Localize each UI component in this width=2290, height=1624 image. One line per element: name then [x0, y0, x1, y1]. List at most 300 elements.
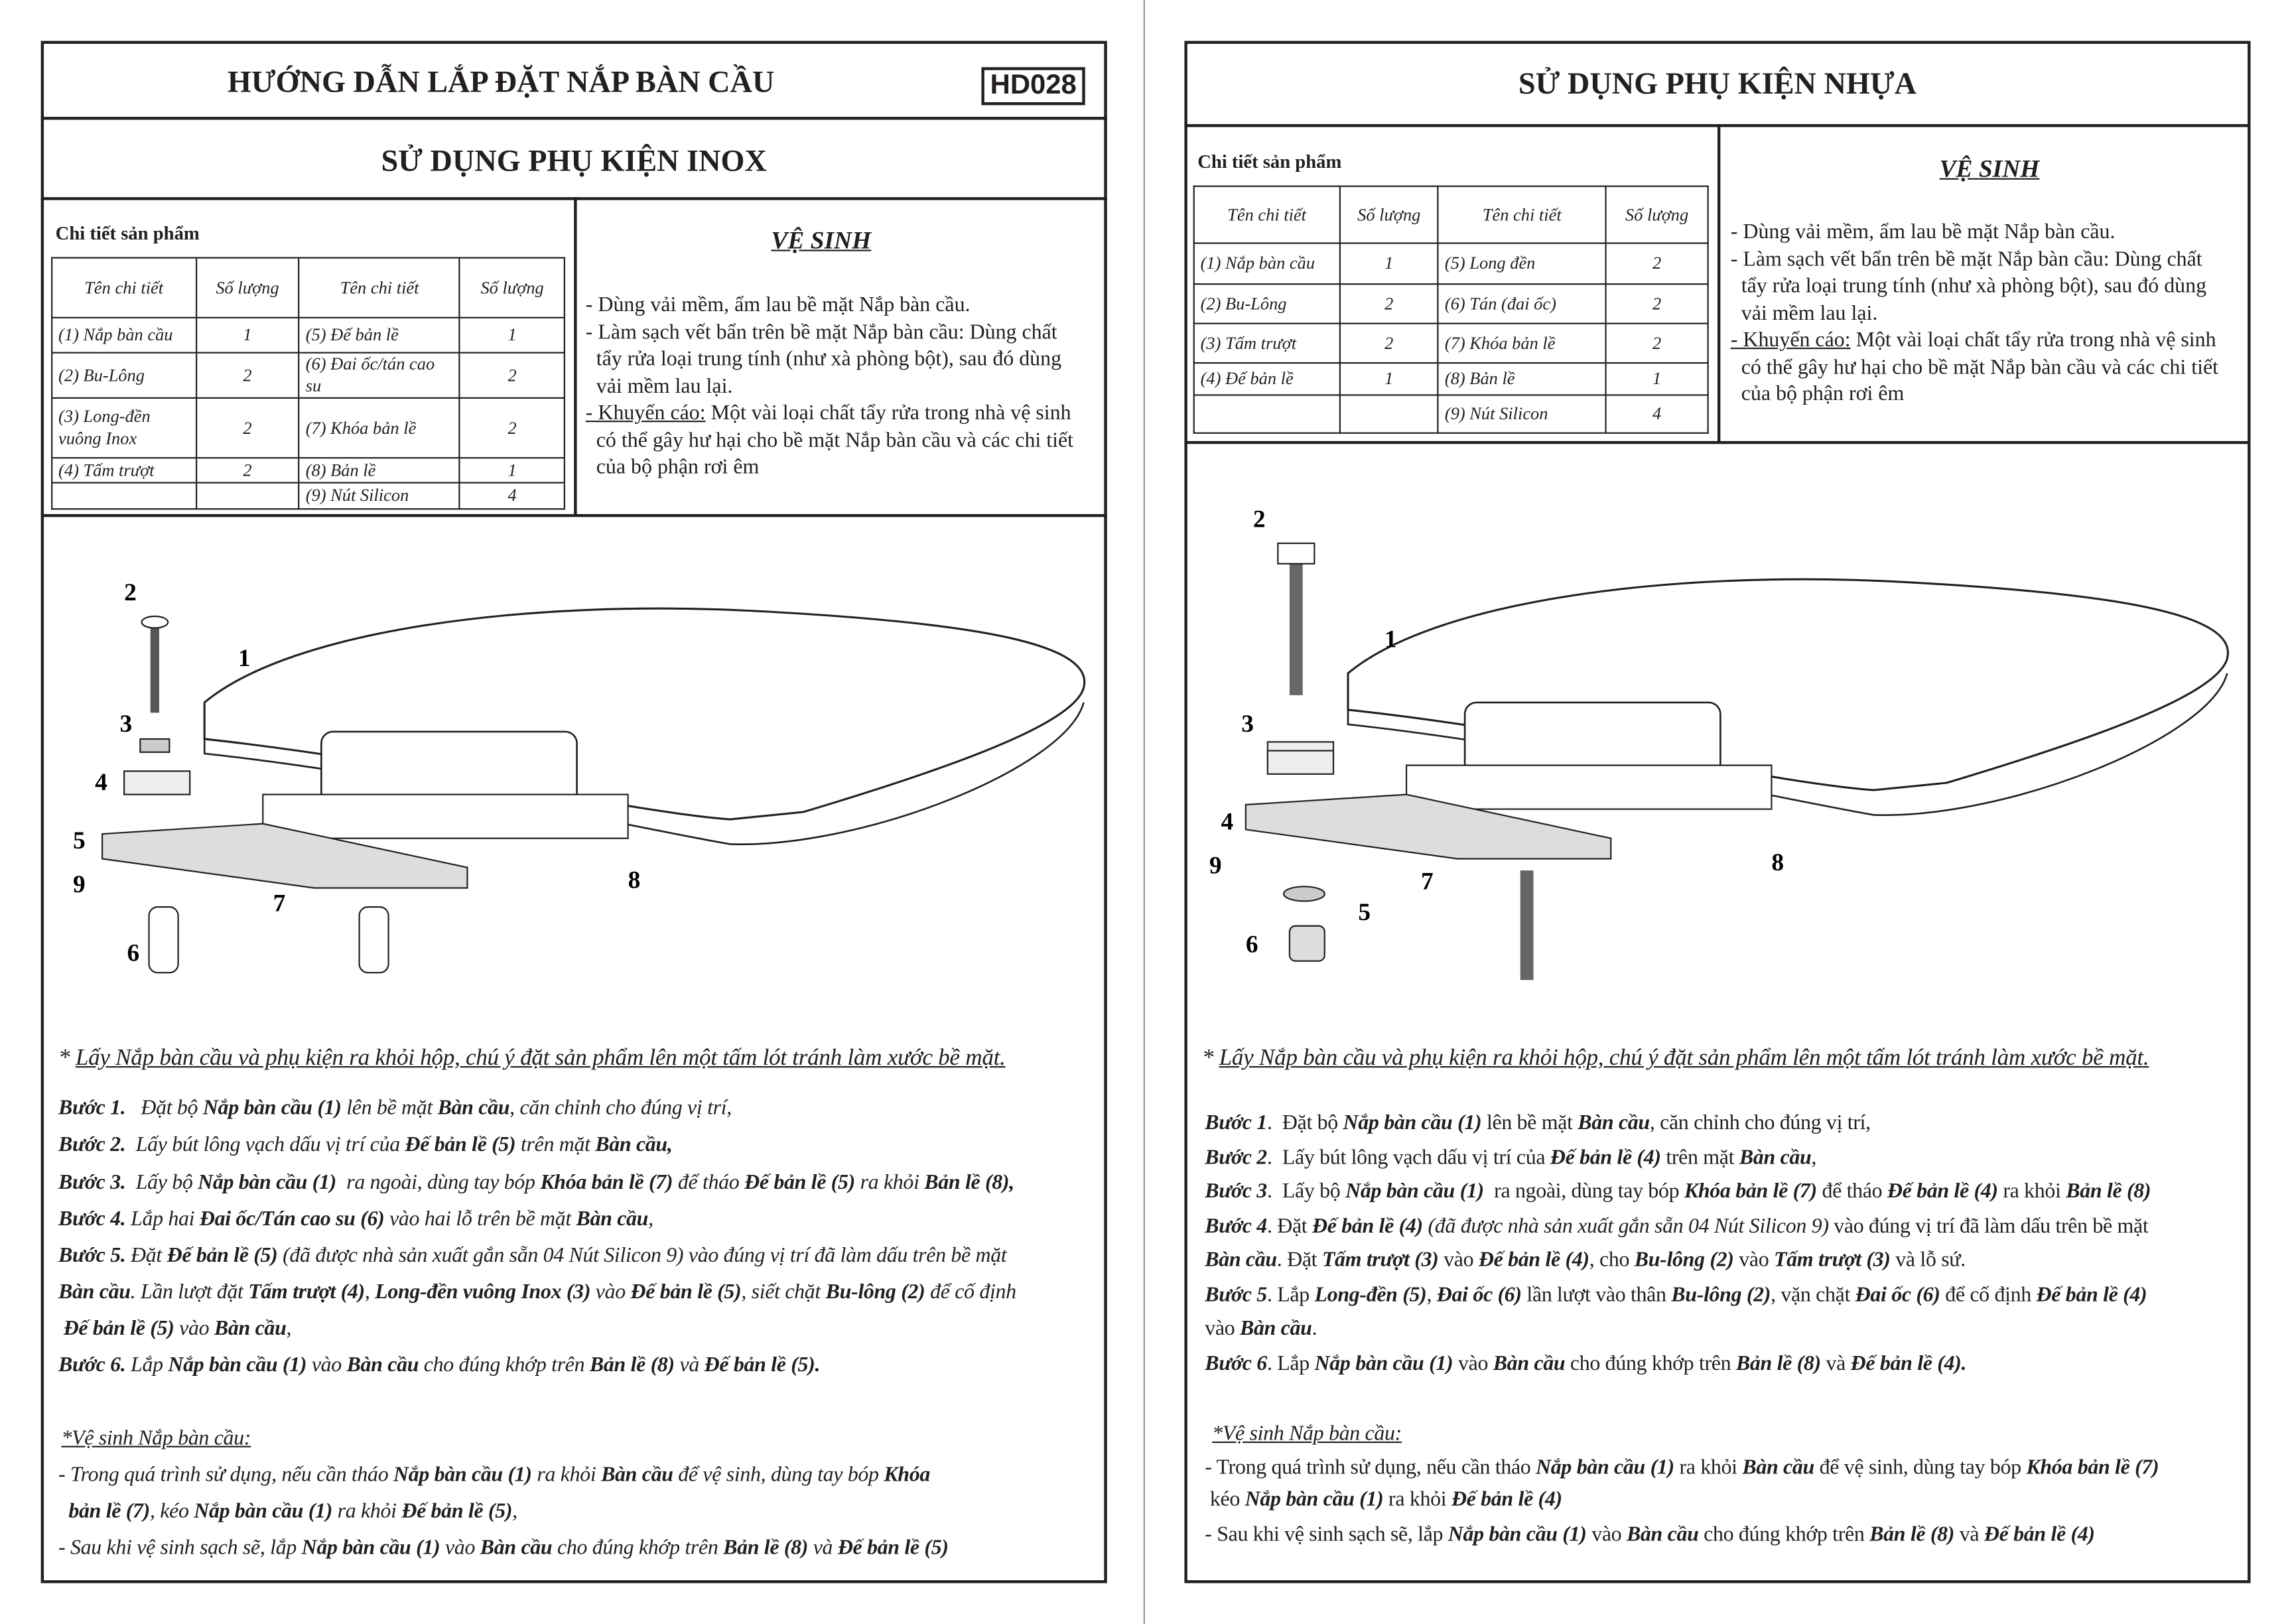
quantity-cell: 1: [1339, 363, 1438, 395]
text: vào đúng vị trí đã làm dấu trên bề mặt: [1828, 1215, 2149, 1239]
text: . Lắp: [1266, 1352, 1315, 1376]
text: . Đặt: [1266, 1215, 1313, 1239]
emphasized-text: Bàn cầu: [214, 1317, 287, 1341]
quantity-cell: 2: [1339, 284, 1438, 323]
cleaning-text: [586, 292, 1073, 481]
warning-line: [1731, 327, 2218, 354]
step-line: [1205, 1318, 1317, 1342]
emphasized-text: Bàn cầu: [1578, 1111, 1650, 1135]
hinge-plate: [1406, 766, 1771, 809]
text: vào: [1586, 1523, 1627, 1547]
warning-line: của bộ phận rơi êm: [585, 455, 760, 480]
warning-label: - Khuyến cáo:: [585, 401, 706, 425]
emphasized-text: Bước 4: [1205, 1215, 1267, 1239]
emphasized-text: Bước 5.: [58, 1244, 126, 1268]
text: để vệ sinh, dùng tay bóp: [673, 1463, 884, 1487]
quantity-cell: [196, 483, 299, 509]
warning-line: [586, 400, 1073, 427]
emphasized-text: Bu-lông (2): [1634, 1249, 1734, 1272]
text: Lắp: [125, 1353, 168, 1378]
care-instruction-line: [1205, 1488, 1562, 1513]
text: ra khỏi: [531, 1463, 602, 1487]
care-instruction-line: [1205, 1456, 2159, 1481]
emphasized-text: Bản lề (8): [589, 1353, 675, 1378]
column-header: Tên chi tiết: [299, 258, 460, 318]
divider: [574, 197, 576, 515]
emphasized-text: Đế bản lề (4): [2036, 1284, 2147, 1308]
quantity-cell: 1: [1606, 363, 1708, 395]
part-name-cell: (1) Nắp bàn cầu: [1194, 243, 1340, 285]
care-instruction-line: [1205, 1523, 2094, 1548]
cleaning-line: - Làm sạch vết bẩn trên bề mặt Nắp bàn cầu: Dùng chất: [1730, 247, 2202, 271]
text: Đặt bộ: [125, 1097, 203, 1120]
emphasized-text: Nắp bàn cầu (1): [1314, 1352, 1453, 1376]
text: . Lấy bộ: [1266, 1180, 1346, 1204]
text: vào: [440, 1536, 480, 1560]
note-text: Lấy Nắp bàn cầu và phụ kiện ra khỏi hộp, chú ý đặt sản phẩm lên một tấm lót tránh làm xước bề mặt.: [1219, 1046, 2149, 1071]
part-name-cell: (4) Đế bản lề: [1194, 363, 1340, 395]
quantity-cell: 1: [1339, 243, 1438, 285]
emphasized-text: Đế bản lề (4): [1312, 1215, 1423, 1239]
emphasized-text: Đế bản lề (5): [167, 1244, 278, 1268]
part-callout-label: 9: [73, 871, 86, 899]
document-code: HD028: [981, 67, 1085, 105]
step-line: [58, 1097, 732, 1121]
table-row: [1194, 395, 1708, 433]
step-line: [1205, 1180, 2151, 1205]
table-row: [1194, 243, 1708, 285]
text: . Lần lượt đặt: [130, 1280, 249, 1304]
part-callout-label: 6: [127, 939, 140, 967]
bolt: [1520, 870, 1534, 980]
emphasized-text: Bàn cầu: [576, 1207, 649, 1231]
quantity-cell: 2: [1606, 243, 1708, 285]
emphasized-text: Bước 5: [1205, 1284, 1267, 1308]
text: để tháo: [1816, 1180, 1887, 1204]
quantity-cell: 2: [1606, 284, 1708, 323]
text: (đã được nhà sản xuất gắn sẵn 04 Nút Silicon 9) vào đúng vị trí đã làm dấu trên bề mặt: [277, 1244, 1007, 1268]
text: lên bề mặt: [1481, 1111, 1578, 1135]
quantity-cell: 2: [460, 353, 565, 398]
part-callout-label: 2: [124, 578, 137, 606]
product-details-label: Chi tiết sản phẩm: [1197, 150, 1342, 172]
text: và: [1820, 1352, 1851, 1376]
step-line: [58, 1245, 1006, 1269]
part-name-cell: (2) Bu-Lông: [1194, 284, 1340, 323]
emphasized-text: Đế bản lề (4): [1550, 1146, 1661, 1170]
step-line: [58, 1318, 291, 1342]
emphasized-text: Đế bản lề (4): [1478, 1249, 1589, 1272]
right-title: SỬ DỤNG PHỤ KIỆN NHỰA: [1518, 66, 1917, 101]
text: trên mặt: [515, 1133, 596, 1157]
text: và: [808, 1536, 838, 1560]
quantity-cell: 2: [196, 353, 299, 398]
text: ,: [1426, 1284, 1437, 1308]
product-details-label: Chi tiết sản phẩm: [55, 222, 200, 244]
washer: [140, 739, 169, 752]
part-name-cell: (5) Long đền: [1438, 243, 1606, 285]
emphasized-text: Bước 6: [1205, 1352, 1267, 1376]
warning-text: Một vài loại chất tẩy rửa trong nhà vệ sinh: [1850, 328, 2216, 352]
emphasized-text: Đai ốc (6): [1855, 1284, 1940, 1308]
quantity-cell: [1339, 395, 1438, 433]
column-header: Số lượng: [460, 258, 565, 318]
emphasized-text: Đế bản lề (5): [405, 1133, 516, 1157]
emphasized-text: Đế bản lề (4): [1451, 1488, 1562, 1512]
emphasized-text: Bước 2.: [58, 1133, 126, 1157]
part-name-cell: (7) Khóa bản lề: [299, 398, 460, 458]
emphasized-text: Long-đền vuông Inox (3): [375, 1280, 591, 1304]
text: - Sau khi vệ sinh sạch sẽ, lắp: [58, 1536, 302, 1560]
emphasized-text: Bàn cầu: [1205, 1249, 1277, 1272]
quantity-cell: 1: [460, 458, 565, 482]
emphasized-text: Đế bản lề (5): [401, 1499, 513, 1524]
part-callout-label: 5: [1358, 898, 1371, 926]
text: ra ngoài, dùng tay bóp: [1483, 1180, 1684, 1204]
emphasized-text: Bước 6.: [58, 1353, 126, 1378]
step-line: [58, 1354, 820, 1379]
text: ra khỏi: [332, 1499, 402, 1524]
emphasized-text: Bu-lông (2): [1671, 1284, 1771, 1308]
emphasized-text: Long-đền (5): [1314, 1284, 1427, 1308]
step-line: [1205, 1284, 2147, 1308]
text: . Đặt: [1276, 1249, 1322, 1272]
text: , căn chỉnh cho đúng vị trí,: [1649, 1111, 1871, 1135]
part-callout-label: 4: [95, 769, 107, 797]
text: ,: [364, 1280, 375, 1304]
text: - Trong quá trình sử dụng, nếu cần tháo: [58, 1463, 393, 1487]
emphasized-text: Bản lề (8): [1735, 1352, 1821, 1376]
part-name-cell: (7) Khóa bản lề: [1438, 324, 1606, 363]
emphasized-text: Nắp bàn cầu (1): [168, 1353, 307, 1378]
warning-text: Một vài loại chất tẩy rửa trong nhà vệ sinh: [705, 401, 1071, 425]
part-name-cell: (3) Tấm trượt: [1194, 324, 1340, 363]
text: Lắp hai: [125, 1207, 200, 1231]
part-callout-label: 5: [73, 827, 86, 855]
part-callout-label: 3: [1241, 710, 1254, 738]
text: . Đặt bộ: [1266, 1111, 1343, 1135]
emphasized-text: Bàn cầu: [1742, 1455, 1814, 1480]
step-line: [1205, 1111, 1871, 1136]
part-callout-label: 1: [237, 644, 251, 672]
part-callout-label: 3: [119, 710, 133, 738]
part-name-cell: (6) Đai ốc/tán cao su: [299, 353, 460, 398]
step-line: [1205, 1353, 1966, 1377]
text: ,: [648, 1207, 653, 1231]
part-name-cell: (6) Tán (đai ốc): [1438, 284, 1606, 323]
text: kéo: [1205, 1488, 1245, 1512]
text: . Lắp: [1266, 1284, 1315, 1308]
text: , vặn chặt: [1771, 1284, 1855, 1308]
emphasized-text: Đế bản lề (5): [837, 1536, 949, 1560]
hinge-plate: [263, 795, 628, 839]
table-header-row: [52, 258, 565, 318]
part-callout-label: 8: [1771, 849, 1785, 877]
emphasized-text: Nắp bàn cầu (1): [1536, 1455, 1674, 1480]
note-star: *: [1201, 1046, 1219, 1071]
unboxing-note: [1202, 1046, 2149, 1072]
emphasized-text: Bước 3: [1205, 1180, 1267, 1204]
cleaning-line: - Làm sạch vết bẩn trên bề mặt Nắp bàn cầu: Dùng chất: [585, 320, 1057, 344]
text: để tháo: [673, 1171, 745, 1195]
step-line: [1205, 1215, 2148, 1240]
part-name-cell: (2) Bu-Lông: [52, 353, 196, 398]
emphasized-text: Bản lề (8): [2066, 1180, 2151, 1204]
left-assembly-diagram: [44, 520, 1104, 1024]
emphasized-text: Tấm trượt (4): [248, 1280, 365, 1304]
emphasized-text: Bàn cầu: [58, 1280, 131, 1304]
text: trên mặt: [1660, 1146, 1739, 1170]
emphasized-text: Đế bản lề (5): [744, 1171, 855, 1195]
part-callout-label: 8: [628, 866, 641, 894]
emphasized-text: Nắp bàn cầu (1): [1343, 1111, 1482, 1135]
table-row: [1194, 363, 1708, 395]
quantity-cell: 2: [1606, 324, 1708, 363]
left-subtitle: SỬ DỤNG PHỤ KIỆN INOX: [381, 143, 767, 178]
slide-plate: [124, 771, 190, 794]
emphasized-text: Bước 1: [1205, 1111, 1267, 1135]
step-line: [1205, 1146, 1816, 1171]
part-callout-label: 9: [1209, 852, 1222, 880]
text: vào: [590, 1280, 631, 1304]
text: vào: [1733, 1249, 1774, 1272]
text: , cho: [1589, 1249, 1635, 1272]
parts-table: [51, 257, 565, 509]
text: , căn chỉnh cho đúng vị trí,: [509, 1097, 732, 1120]
table-row: [52, 398, 565, 458]
table-header-row: [1194, 186, 1708, 243]
part-name-cell: (1) Nắp bàn cầu: [52, 318, 196, 353]
washer: [1284, 886, 1325, 901]
emphasized-text: Bản lề (8): [1869, 1523, 1955, 1547]
emphasized-text: Đai ốc (6): [1436, 1284, 1522, 1308]
left-title: HƯỚNG DẪN LẮP ĐẶT NẮP BÀN CẦU: [227, 64, 775, 100]
text: và lỗ sứ.: [1890, 1249, 1966, 1272]
text: Lấy bộ: [125, 1171, 198, 1195]
emphasized-text: Nắp bàn cầu (1): [198, 1171, 336, 1195]
part-name-cell: (5) Đế bản lề: [299, 318, 460, 353]
part-callout-label: 7: [273, 890, 286, 917]
text: (đã được nhà sản xuất gắn sẵn 04 Nút Silicon 9): [1422, 1215, 1829, 1239]
part-name-cell: (9) Nút Silicon: [1438, 395, 1606, 433]
emphasized-text: Nắp bàn cầu (1): [301, 1536, 440, 1560]
part-callout-label: 7: [1421, 868, 1434, 896]
care-instruction-line: [58, 1500, 517, 1524]
emphasized-text: Bản lề (8),: [924, 1171, 1014, 1195]
text: , kéo: [149, 1499, 194, 1524]
text: vào: [1438, 1249, 1479, 1272]
emphasized-text: Đế bản lề (4): [1984, 1523, 2095, 1547]
emphasized-text: Khóa bản lề (7): [1684, 1180, 1817, 1204]
table-row: [52, 458, 565, 482]
emphasized-text: Bàn cầu: [1739, 1146, 1812, 1170]
divider: [41, 514, 1107, 517]
column-header: Tên chi tiết: [52, 258, 196, 318]
quantity-cell: 1: [196, 318, 299, 353]
emphasized-text: Bước 2: [1205, 1146, 1267, 1170]
page-divider: [1144, 0, 1145, 1624]
emphasized-text: Bàn cầu: [480, 1536, 553, 1560]
quantity-cell: 2: [196, 458, 299, 482]
text: ra khỏi: [854, 1171, 925, 1195]
emphasized-text: Nắp bàn cầu (1): [1448, 1523, 1587, 1547]
divider: [1184, 441, 2250, 444]
table-row: [1194, 324, 1708, 363]
table-row: [52, 318, 565, 353]
warning-label: - Khuyến cáo:: [1730, 328, 1851, 352]
emphasized-text: Nắp bàn cầu (1): [393, 1463, 532, 1487]
care-instruction-line: [58, 1536, 949, 1561]
cleaning-text: [1731, 219, 2218, 408]
emphasized-text: bản lề (7): [58, 1499, 150, 1524]
text: và: [1954, 1523, 1984, 1547]
emphasized-text: Bước 3.: [58, 1171, 126, 1195]
divider: [41, 117, 1107, 119]
cleaning-line: - Dùng vải mềm, ẩm lau bề mặt Nắp bàn cầu.: [1730, 220, 2116, 244]
emphasized-text: Đế bản lề (5): [630, 1280, 742, 1304]
text: để cố định: [925, 1280, 1016, 1304]
text: vào: [306, 1353, 347, 1378]
emphasized-text: Khóa: [884, 1463, 930, 1487]
column-header: Số lượng: [1339, 186, 1438, 243]
part-callout-label: 1: [1384, 626, 1397, 653]
emphasized-text: Bước 4.: [58, 1207, 126, 1231]
cleaning-line: vải mềm lau lại.: [585, 374, 733, 398]
text: . Lấy bút lông vạch dấu vị trí của: [1266, 1146, 1550, 1170]
emphasized-text: Bàn cầu: [1240, 1317, 1312, 1341]
text: cho đúng khớp trên: [419, 1353, 590, 1378]
note-star: *: [58, 1046, 76, 1071]
quantity-cell: 2: [460, 398, 565, 458]
bolt: [1290, 564, 1303, 695]
emphasized-text: Bu-lông (2): [825, 1280, 925, 1304]
cleaning-line: tẩy rửa loại trung tính (như xà phòng bột), sau đó dùng: [585, 347, 1062, 372]
emphasized-text: Đế bản lề (5): [58, 1317, 174, 1341]
text: cho đúng khớp trên: [552, 1536, 724, 1560]
step-line: [58, 1281, 1016, 1306]
quantity-cell: 4: [1606, 395, 1708, 433]
text: và: [674, 1353, 705, 1378]
unboxing-note: [58, 1046, 1006, 1072]
text: ra ngoài, dùng tay bóp: [336, 1171, 541, 1195]
emphasized-text: Đế bản lề (4).: [1850, 1352, 1967, 1376]
care-instruction-line: [58, 1463, 930, 1488]
column-header: Tên chi tiết: [1194, 186, 1340, 243]
emphasized-text: Nắp bàn cầu (1): [194, 1499, 333, 1524]
part-name-cell: (9) Nút Silicon: [299, 483, 460, 509]
part-name-cell: (8) Bản lề: [299, 458, 460, 482]
emphasized-text: Đế bản lề (4): [1887, 1180, 1998, 1204]
text: vào hai lỗ trên bề mặt: [384, 1207, 576, 1231]
emphasized-text: Bàn cầu: [1493, 1352, 1566, 1376]
text: ,: [512, 1499, 517, 1524]
quantity-cell: 1: [460, 318, 565, 353]
column-header: Số lượng: [1606, 186, 1708, 243]
emphasized-text: Đai ốc/Tán cao su (6): [199, 1207, 385, 1231]
rubber-nut: [149, 907, 178, 973]
part-name-cell: [1194, 395, 1340, 433]
text: để vệ sinh, dùng tay bóp: [1814, 1455, 2027, 1480]
quantity-cell: 2: [1339, 324, 1438, 363]
step-line: [58, 1133, 672, 1158]
part-name-cell: [52, 483, 196, 509]
emphasized-text: Đế bản lề (5).: [704, 1353, 821, 1378]
emphasized-text: Nắp bàn cầu (1): [1345, 1180, 1484, 1204]
emphasized-text: Bước 1.: [58, 1097, 126, 1120]
part-callout-label: 2: [1252, 506, 1266, 533]
table-row: [1194, 284, 1708, 323]
nut: [1290, 926, 1325, 961]
rubber-nut: [360, 907, 389, 973]
text: - Trong quá trình sử dụng, nếu cần tháo: [1205, 1455, 1536, 1480]
emphasized-text: Bàn cầu: [346, 1353, 419, 1378]
slide-plate: [1268, 751, 1333, 774]
text: - Sau khi vệ sinh sạch sẽ, lắp: [1205, 1523, 1448, 1547]
emphasized-text: Khóa bản lề (7): [540, 1171, 673, 1195]
text: để cố định: [1940, 1284, 2037, 1308]
warning-line: có thể gây hư hại cho bề mặt Nắp bàn cầu và các chi tiết: [585, 429, 1074, 452]
text: Lấy bút lông vạch dấu vị trí của: [125, 1133, 405, 1157]
table-row: [52, 353, 565, 398]
text: ,: [1811, 1146, 1817, 1170]
emphasized-text: Bàn cầu,: [595, 1133, 673, 1157]
text: vào: [1453, 1352, 1493, 1376]
emphasized-text: Bản lề (8): [723, 1536, 809, 1560]
text: cho đúng khớp trên: [1698, 1523, 1870, 1547]
text: , siết chặt: [741, 1280, 826, 1304]
step-line: [1205, 1249, 1966, 1273]
cleaning-line: tẩy rửa loại trung tính (như xà phòng bột), sau đó dùng: [1730, 274, 2207, 299]
emphasized-text: Nắp bàn cầu (1): [202, 1097, 342, 1120]
part-name-cell: (8) Bản lề: [1438, 363, 1606, 395]
column-header: Tên chi tiết: [1438, 186, 1606, 243]
cleaning-title: VỆ SINH: [1939, 155, 2040, 183]
emphasized-text: Khóa bản lề (7): [2026, 1455, 2159, 1480]
emphasized-text: Tấm trượt (3): [1773, 1249, 1891, 1272]
right-assembly-diagram: [1187, 447, 2248, 1024]
care-title: *Vệ sinh Nắp bàn cầu:: [61, 1426, 251, 1451]
part-callout-label: 4: [1221, 808, 1234, 836]
divider: [1718, 124, 1720, 442]
warning-line: của bộ phận rơi êm: [1730, 382, 1905, 407]
part-callout-label: 6: [1245, 931, 1258, 959]
care-title: *Vệ sinh Nắp bàn cầu:: [1212, 1422, 1402, 1446]
step-line: [58, 1172, 1014, 1196]
warning-line: có thể gây hư hại cho bề mặt Nắp bàn cầu và các chi tiết: [1730, 356, 2219, 379]
column-header: Số lượng: [196, 258, 299, 318]
cleaning-title: VỆ SINH: [771, 226, 872, 255]
text: vào: [1205, 1317, 1241, 1341]
bolt: [151, 622, 159, 712]
text: Đặt: [125, 1244, 167, 1268]
quantity-cell: 2: [196, 398, 299, 458]
emphasized-text: Bàn cầu: [1626, 1523, 1699, 1547]
note-text: Lấy Nắp bàn cầu và phụ kiện ra khỏi hộp, chú ý đặt sản phẩm lên một tấm lót tránh làm xước bề mặt.: [75, 1046, 1006, 1071]
quantity-cell: 4: [460, 483, 565, 509]
emphasized-text: Bàn cầu: [437, 1097, 510, 1120]
text: ra khỏi: [1383, 1488, 1451, 1512]
text: lên bề mặt: [341, 1097, 438, 1120]
text: lần lượt vào thân: [1521, 1284, 1672, 1308]
emphasized-text: Nắp bàn cầu (1): [1245, 1488, 1384, 1512]
text: cho đúng khớp trên: [1565, 1352, 1736, 1376]
text: ra khỏi: [1674, 1455, 1743, 1480]
table-row: [52, 483, 565, 509]
cleaning-line: - Dùng vải mềm, ẩm lau bề mặt Nắp bàn cầu.: [585, 293, 971, 317]
text: .: [1312, 1317, 1317, 1341]
cleaning-line: vải mềm lau lại.: [1730, 301, 1878, 325]
part-name-cell: (3) Long-đền vuông Inox: [52, 398, 196, 458]
